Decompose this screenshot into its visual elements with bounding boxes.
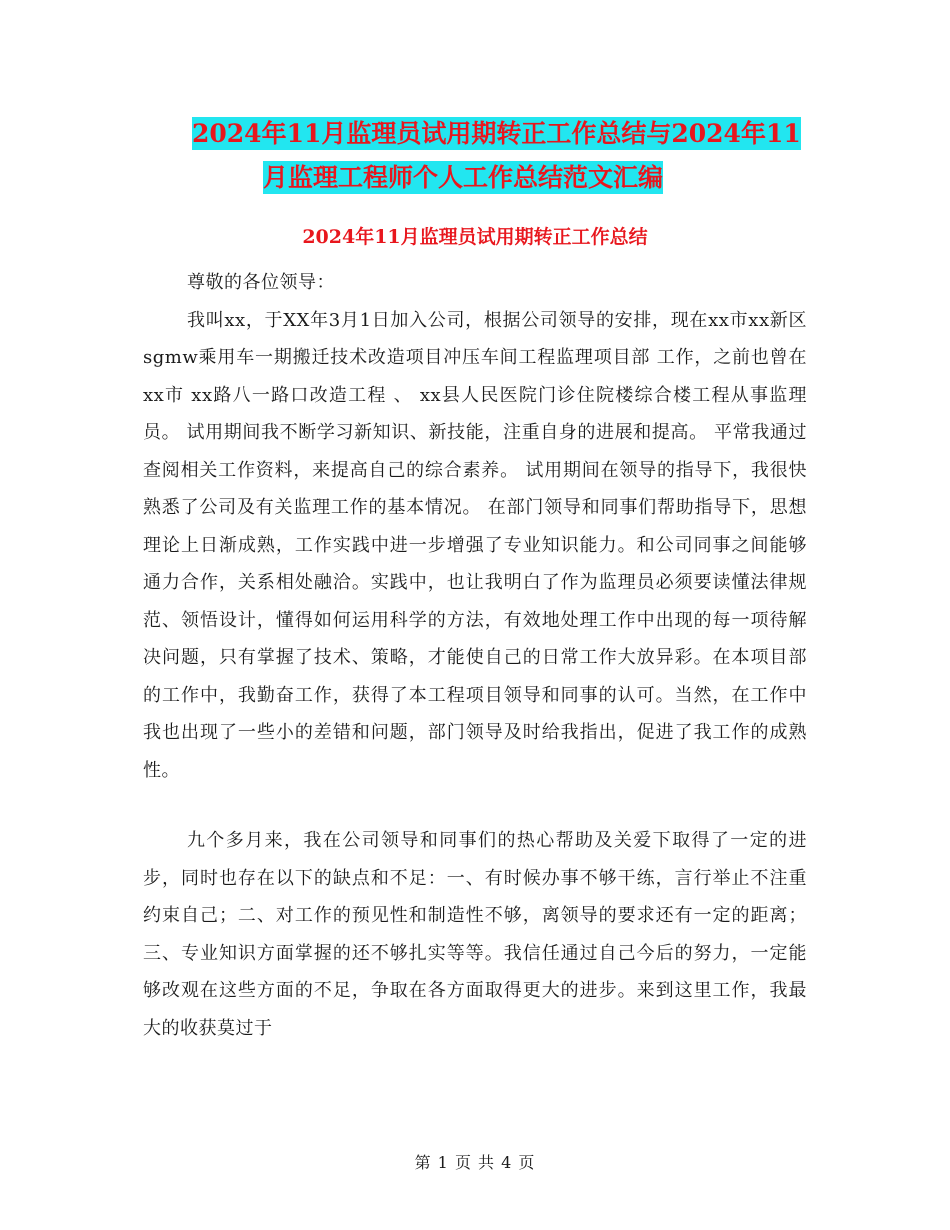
paragraph-1: 我叫xx，于XX年3月1日加入公司，根据公司领导的安排，现在xx市xx新区sgmw乘用车一期搬迁技术改造项目冲压车间工程监理项目部 工作，之前也曾在xx市 xx路八一路口改造工程 、 xx县人民医院门诊住院楼综合楼工程从事监理员。 试用期间我不断学习新知识、新技能，注重自身的进展和提高。 平常我通过查阅相关工作资料，来提高自己的综合素养。 试用期间在领导的指导下，我很快熟悉了公司及有关监理工作的基本情况。 在部门领导和同事们帮助指导下，思想理论上日渐成熟，工作实践中进一步增强了专业知识能力。和公司同事之间能够通力合作，关系相处融洽。实践中，也让我明白了作为监理员必须要读懂法律规范、领悟设计，懂得如何运用科学的方法，有效地处理工作中出现的每一项待解决问题，只有掌握了技术、策略，才能使自己的日常工作大放异彩。在本项目部的工作中，我勤奋工作，获得了本工程项目领导和同事的认可。当然，在工作中我也出现了一些小的差错和问题，部门领导及时给我指出，促进了我工作的成熟性。: [143, 309, 807, 781]
paragraph-spacer: [143, 789, 807, 822]
title-highlight-2: 月监理工程师个人工作总结范文汇编: [263, 163, 664, 192]
paragraph-2: 九个多月来，我在公司领导和同事们的热心帮助及关爱下取得了一定的进步，同时也存在以下的缺点和不足：一、有时候办事不够干练，言行举止不注重约束自己；二、对工作的预见性和制造性不够，离领导的要求还有一定的距离；三、专业知识方面掌握的还不够扎实等等。我信任通过自己今后的努力，一定能够改观在这些方面的不足，争取在各方面取得更大的进步。来到这里工作，我最大的收获莫过于: [143, 830, 807, 1039]
section-title: 2024年11月监理员试用期转正工作总结: [302, 226, 648, 248]
document-body: [143, 264, 807, 1047]
title-highlight-1: 2024年11月监理员试用期转正工作总结与2024年11: [192, 119, 801, 148]
document-title-line-2: [140, 156, 840, 200]
document-title-line-1: [140, 112, 840, 156]
page-number-footer: 第 1 页 共 4 页: [414, 1153, 536, 1172]
document-title: [140, 112, 840, 200]
salutation: 尊敬的各位领导：: [187, 272, 335, 293]
